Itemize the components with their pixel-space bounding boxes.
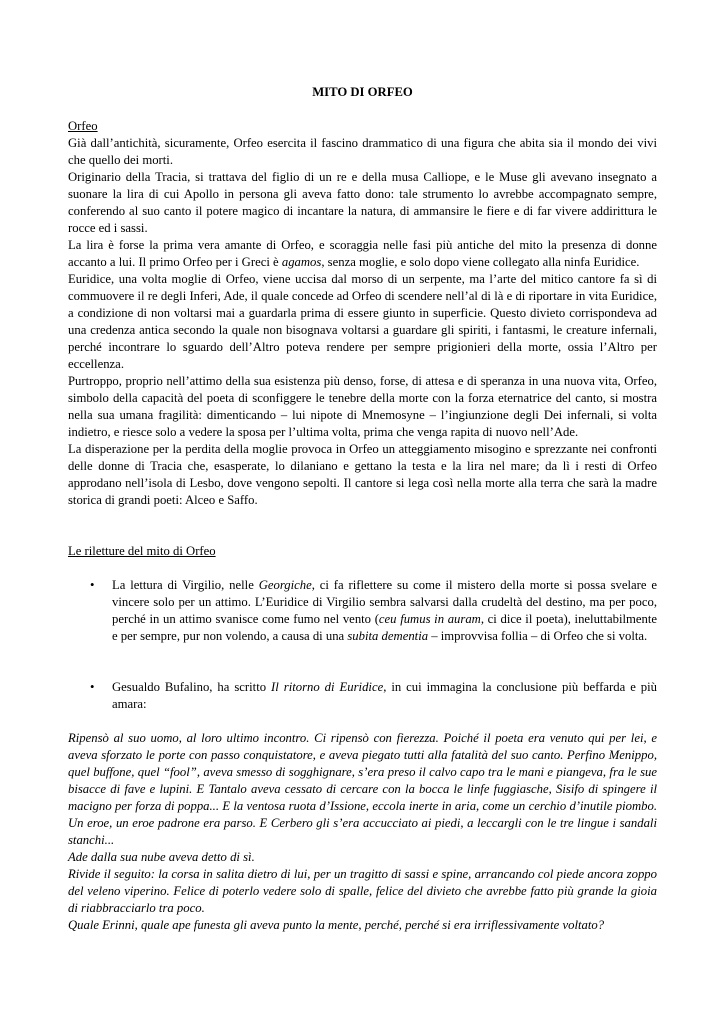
- paragraph-2: Originario della Tracia, si trattava del figlio di un re e della musa Calliope, e le Muse gli avevano insegnato a suonare la lira di cui Apollo in persona gli aveva fatto dono: tale strumento lo avrebbe accompagnato sempre, conferendo al suo canto il potere magico di incantare la natura, di ammansire le fiere e di far vivere addirittura le rocce ed i sassi.: [68, 170, 657, 235]
- bullet-list: [68, 577, 657, 713]
- section-riletture: [68, 543, 657, 934]
- bullet-1-subita-dementia: subita dementia: [347, 629, 429, 643]
- bullet-1-latin: ceu fumus in auram,: [378, 612, 485, 626]
- bullet-1-text-g: – improvvisa follia – di Orfeo che si volta.: [428, 629, 648, 643]
- bullet-1-text-c: , ci fa riflettere su come il mistero della morte si possa svelare e vincere solo per un attimo. L’Euridice di Virgilio sembra salvarsi dalla crudeltà del destino, ma per poco, perché in un attimo svanisce come fumo nel vento (: [112, 578, 657, 626]
- paragraph-6: La disperazione per la perdita della moglie provoca in Orfeo un atteggiamento misogino e sprezzante nei confronti delle donne di Tracia che, esasperate, lo dilaniano e gettano la testa e la lira nel mare; da lì i resti di Orfeo approdano nell’isola di Lesbo, dove vengono sepolti. Il cantore si lega così nella morte alla terra che sarà la madre storica di grandi poeti: Alceo e Saffo.: [68, 442, 657, 507]
- bullet-1-text-a: La lettura di Virgilio, nelle: [112, 578, 259, 592]
- document-page: [68, 84, 657, 934]
- paragraph-1: Già dall’antichità, sicuramente, Orfeo esercita il fascino drammatico di una figura che abita sia il mondo dei vivi che quello dei morti.: [68, 136, 657, 167]
- document-title: MITO DI ORFEO: [312, 85, 413, 99]
- paragraph-4: Euridice, una volta moglie di Orfeo, viene uccisa dal morso di un serpente, ma l’arte del mitico cantore fa sì di commuovere il re degli Inferi, Ade, il quale concede ad Orfeo di scendere nell’al di là e di riportare in vita Euridice, a condizione di non voltarsi mai a guardarla prima di essere giunto in superficie. Questo divieto corrispondeva ad una credenza antica secondo la quale non bisognava voltarsi a guardare gli spiriti, i fantasmi, le creature infernali, perché incontrare lo sguardo dell’Altro poteva rendere per sempre prigionieri della morte, ossia l’Altro per eccellenza.: [68, 272, 657, 371]
- quote-paragraph-3: Rivide il seguito: la corsa in salita dietro di lui, per un tragitto di sassi e spine, arrancando col piede ancora zoppo del veleno viperino. Felice di poterlo vedere solo di spalle, felice del divieto che avrebbe fatto più grande la gioia di riabbracciarlo tra poco.: [68, 867, 657, 915]
- section-heading-riletture: Le riletture del mito di Orfeo: [68, 544, 216, 558]
- paragraph-3-agamos: agamos: [281, 255, 322, 269]
- quote-paragraph-1: Ripensò al suo uomo, al loro ultimo incontro. Ci ripensò con fierezza. Poiché il poeta era venuto qui per lei, e aveva sforzato le porte con passo conquistatore, e aveva piegato tutti alla fatalità del suo canto. Perfino Menippo, quel buffone, quel “fool”, aveva smesso di sogghignare, s’era preso il calvo capo tra le mani e piangeva, fra le sue bisacce di fave e lupini. E Tantalo aveva cessato di cercare con la bocca le linfe fuggiasche, Sisifo di spingere il macigno per forza di poppa... E la ventosa ruota d’Issione, eccola inerte in aria, come un cerchio d’inutile piombo. Un eroe, un eroe padrone era parso. E Cerbero gli s’era accucciato ai piedi, a leccargli con le tre lingue i sandali stanchi...: [68, 731, 657, 847]
- bullet-2-book-title: Il ritorno di Euridice: [271, 680, 384, 694]
- bullet-2-text-c: , in cui immagina la conclusione più beffarda e più amara:: [112, 680, 657, 711]
- bufalino-quote: [68, 730, 657, 934]
- section-heading-orfeo: Orfeo: [68, 119, 98, 133]
- paragraph-3-text-c: , senza moglie, e solo dopo viene collegato alla ninfa Euridice.: [321, 255, 640, 269]
- paragraph-3-text-a: La lira è forse la prima vera amante di Orfeo, e scoraggia nelle fasi più antiche del mito la presenza di donne accanto a lui. Il primo Orfeo per i Greci è: [68, 238, 657, 269]
- bullet-bufalino: [68, 679, 657, 713]
- quote-paragraph-2: Ade dalla sua nube aveva detto di sì.: [68, 850, 255, 864]
- bullet-1-georgiche: Georgiche: [258, 578, 312, 592]
- quote-paragraph-4: Quale Erinni, quale ape funesta gli aveva punto la mente, perché, perché si era irriflessivamente voltato?: [68, 918, 605, 932]
- bullet-2-text-a: Gesualdo Bufalino, ha scritto: [112, 680, 272, 694]
- paragraph-3: [68, 237, 657, 271]
- paragraph-5: Purtroppo, proprio nell’attimo della sua esistenza più denso, forse, di attesa e di speranza in una nuova vita, Orfeo, simbolo della capacità del poeta di sconfiggere le tenebre della morte con la forza eternatrice del canto, si mostra nella sua umana fragilità: dimenticando – lui nipote di Mnemosyne – l’ingiunzione degli Dei infernali, si volta indietro, e riesce solo a vedere la sposa per l’ultima volta, prima che venga rapita di nuovo nell’Ade.: [68, 374, 657, 439]
- bullet-1-text-e: ci dice il poeta), ineluttabilmente e per sempre, pur non volendo, a causa di una: [112, 612, 657, 643]
- bullet-virgilio: [68, 577, 657, 645]
